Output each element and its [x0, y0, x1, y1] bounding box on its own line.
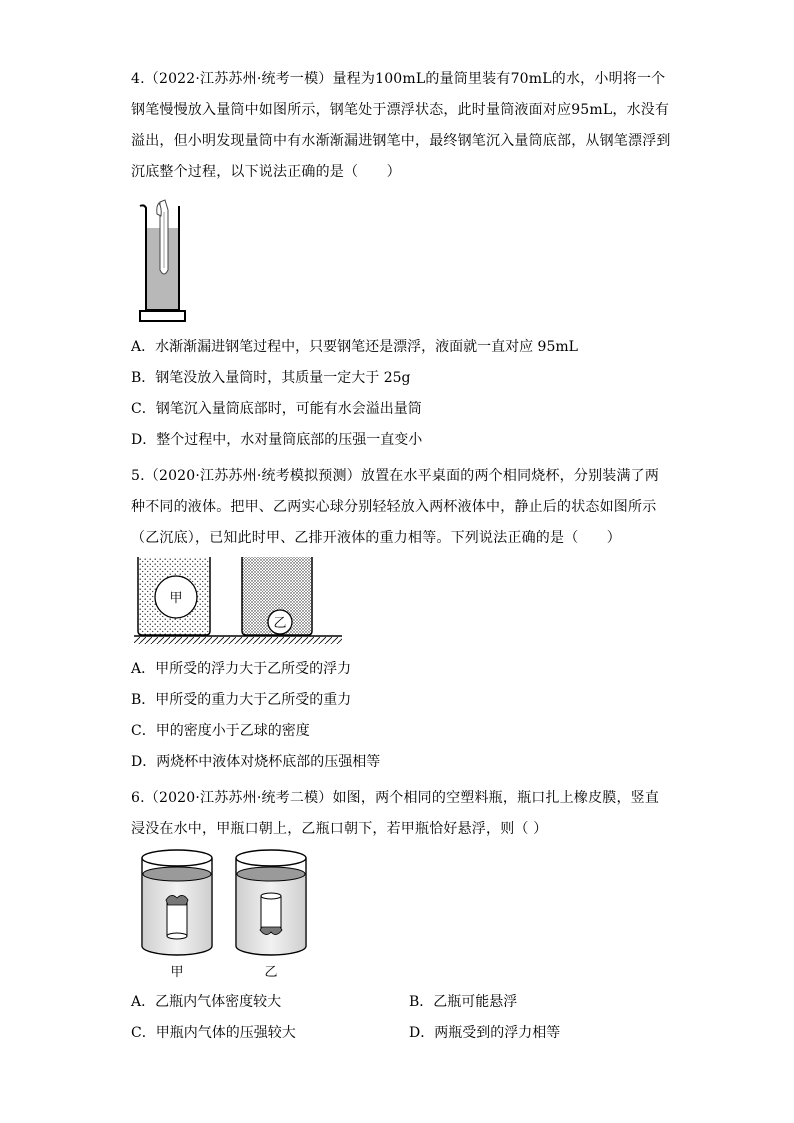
graduated-cylinder-figure [138, 198, 190, 326]
q5-option-c: C．甲的密度小于乙球的密度 [131, 723, 310, 739]
q4-option-b: B．钢笔没放入量筒时，其质量一定大于 25g [131, 370, 411, 386]
container-yi [236, 850, 306, 955]
ball-yi-label: 乙 [273, 616, 287, 631]
q6-option-c: C．甲瓶内气体的压强较大 [131, 1025, 296, 1041]
beakers-figure [134, 553, 342, 645]
q6-option-a: A．乙瓶内气体密度较大 [131, 994, 282, 1010]
cylinder-base [140, 311, 185, 321]
container-jia [142, 850, 212, 955]
bottle-label-jia: 甲 [170, 965, 184, 980]
bottles-figure [138, 848, 310, 982]
bottle-label-yi: 乙 [264, 965, 278, 980]
q4-option-d: D．整个过程中，水对量筒底部的压强一直变小 [131, 432, 423, 448]
question-6-text: 6.（2020·江苏苏州·统考二模）如图，两个相同的空塑料瓶，瓶口扎上橡皮膜，竖直浸没在水中，甲瓶口朝上，乙瓶口朝下，若甲瓶恰好悬浮，则（ ） [131, 790, 660, 837]
q5-option-b: B．甲所受的重力大于乙所受的重力 [131, 692, 352, 708]
q4-option-a: A．水渐渐漏进钢笔过程中，只要钢笔还是漂浮，液面就一直对应 95mL [131, 339, 578, 355]
q4-option-c: C．钢笔沉入量筒底部时，可能有水会溢出量筒 [131, 401, 422, 417]
table-surface [134, 637, 342, 644]
q6-option-d: D．两瓶受到的浮力相等 [409, 1025, 561, 1041]
question-4-text: 4.（2022·江苏苏州·统考一模）量程为100mL的量筒里装有70mL的水，小明将一个钢笔慢慢放入量筒中如图所示，钢笔处于漂浮状态，此时量筒液面对应95mL，水没有溢出，但小明发现量筒中有水渐渐漏进钢笔中，最终钢笔沉入量筒底部，从钢笔漂浮到沉底整个过程，以下说法正确的是（ ） [131, 71, 671, 180]
q5-option-d: D．两烧杯中液体对烧杯底部的压强相等 [131, 754, 381, 770]
ball-jia-label: 甲 [169, 591, 183, 606]
q6-option-b: B．乙瓶可能悬浮 [409, 994, 518, 1010]
question-5-text: 5.（2020·江苏苏州·统考模拟预测）放置在水平桌面的两个相同烧杯，分别装满了两种不同的液体。把甲、乙两实心球分别轻轻放入两杯液体中，静止后的状态如图所示（乙沉底），已知此时甲、乙排开液体的重力相等。下列说法正确的是（ ） [131, 468, 660, 546]
q5-option-a: A．甲所受的浮力大于乙所受的浮力 [131, 661, 352, 677]
